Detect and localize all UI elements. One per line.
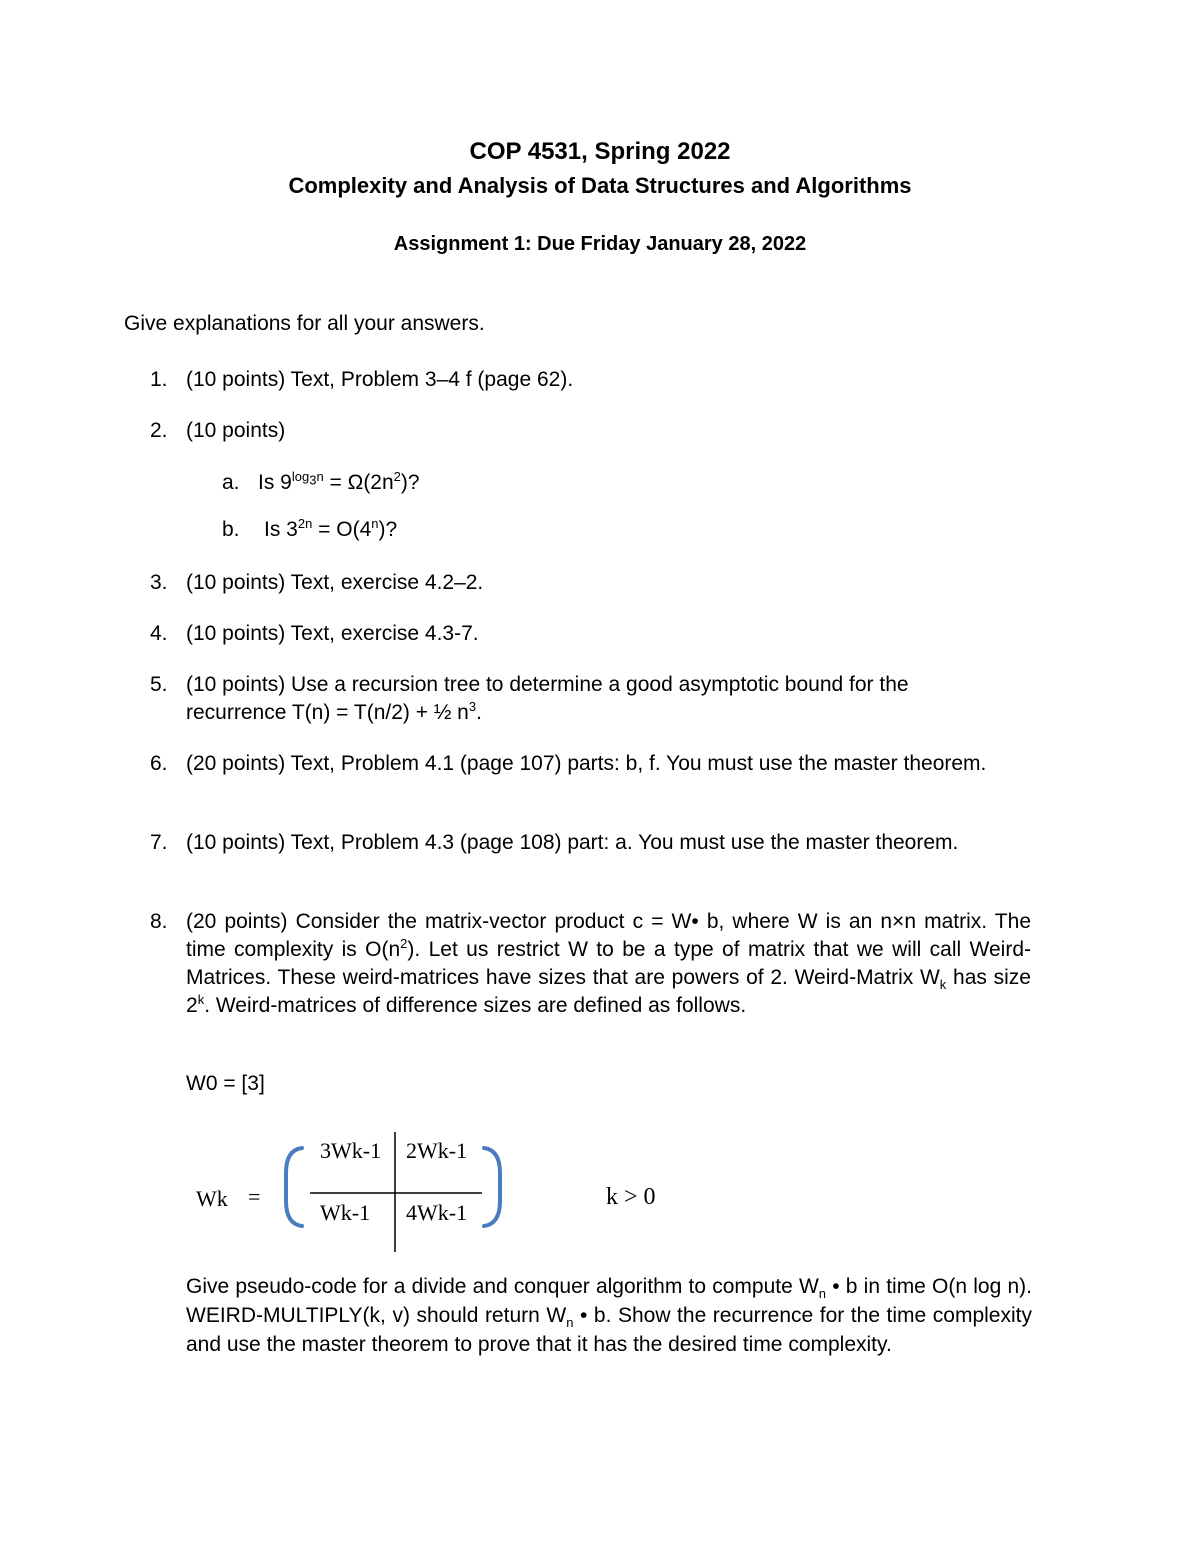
question-text: (20 points) Consider the matrix-vector product c = W• b, where W is an n×n matrix. The time complexity is $O(n^2)$. Let us restrict W to be a type of matrix that we will call Weird-Matrices. These weird-matrices have sizes that are powers of 2. Weird-Matrix $W_k$ has size 2$^k$. Weird-matrices of difference sizes are defined as follows. [186,910,1031,1017]
course-subtitle: Complexity and Analysis of Data Structures and Algorithms [288,173,912,198]
w0-definition: W0 = [3] [186,1072,265,1095]
matrix-cell-top-left: 3Wk-1 [320,1138,382,1163]
matrix-lhs: Wk [196,1186,228,1211]
question-number: 4. [150,622,168,645]
question-text: (10 points) Text, Problem 4.3 (page 108) part: a. You must use the master theorem. [186,831,959,854]
subpart-label: b. [222,518,240,541]
question-number: 5. [150,673,168,696]
question-8-task: Give pseudo-code for a divide and conquer algorithm to compute $W_n$ • b in time O(n log n). WEIRD-MULTIPLY(k, v) should return $W_n$ • b. Show the recurrence for the time complexity and use the master theorem to prove that it has the desired time complexity. [186,1275,1032,1356]
subpart-label: a. [222,471,240,494]
course-title: COP 4531, Spring 2022 [469,138,731,165]
assignment-due: Assignment 1: Due Friday January 28, 2022 [393,233,807,255]
question-number: 6. [150,752,168,775]
question-text: (10 points) Text, exercise 4.2–2. [186,571,484,594]
subpart-text: Is $9^{log_3n} = \Omega(2n^2)$? [258,469,420,494]
matrix-cell-bottom-right: 4Wk-1 [406,1200,468,1225]
question-number: 8. [150,910,168,933]
right-bracket [484,1148,500,1226]
left-bracket [286,1148,302,1226]
matrix-cell-bottom-left: Wk-1 [320,1200,371,1225]
question-number: 7. [150,831,168,854]
matrix-condition: k > 0 [606,1184,656,1210]
question-text: (10 points) [186,419,286,442]
question-number: 2. [150,419,168,442]
question-number: 3. [150,571,168,594]
question-number: 1. [150,368,168,391]
subpart-text: Is $3^{2n} = O(4^n)$? [264,516,398,541]
question-text: (10 points) Use a recursion tree to determine a good asymptotic bound for the recurrence T(n) = T(n/2) + ½ $n^3$. [186,673,909,724]
question-text: (10 points) Text, Problem 3–4 f (page 62). [186,368,574,391]
question-text: (10 points) Text, exercise 4.3-7. [186,622,479,645]
intro-text: Give explanations for all your answers. [124,312,485,335]
matrix-cell-top-right: 2Wk-1 [406,1138,468,1163]
question-text: (20 points) Text, Problem 4.1 (page 107) parts: b, f. You must use the master theorem. [186,752,987,775]
weird-matrix-definition [190,1128,710,1258]
matrix-equals: = [248,1184,261,1209]
